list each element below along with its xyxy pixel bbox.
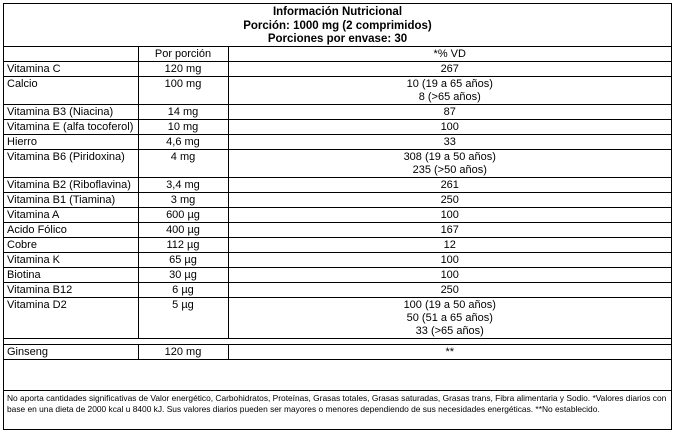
vd-line: 100 — [440, 254, 459, 266]
nutrient-amount: 120 mg — [138, 62, 228, 77]
nutrient-amount: 120 mg — [138, 345, 228, 360]
table-row — [4, 238, 671, 253]
nutrient-vd — [228, 193, 671, 208]
nutrient-vd — [228, 62, 671, 77]
nutrient-amount: 30 µg — [138, 268, 228, 283]
nutrient-amount: 400 µg — [138, 223, 228, 238]
vd-line: 100 — [440, 121, 459, 133]
table-row — [4, 135, 671, 150]
nutrition-facts-panel — [3, 3, 672, 430]
table-row — [4, 253, 671, 268]
table-row — [4, 178, 671, 193]
nutrient-vd — [228, 298, 671, 339]
nutrient-vd — [228, 150, 671, 178]
table-row — [4, 77, 671, 105]
nutrient-amount: 5 µg — [138, 298, 228, 339]
nutrient-table-body — [4, 47, 671, 360]
table-row-extra — [4, 345, 671, 360]
vd-line: 33 — [443, 136, 456, 148]
nutrient-name: Hierro — [4, 135, 138, 150]
nutrient-amount: 3 mg — [138, 193, 228, 208]
nutrient-name: Vitamina E (alfa tocoferol) — [4, 120, 138, 135]
nutrient-name: Vitamina B12 — [4, 283, 138, 298]
vd-line: 235 (>50 años) — [412, 164, 487, 176]
nutrient-amount: 4,6 mg — [138, 135, 228, 150]
vd-line: 167 — [440, 224, 459, 236]
nutrient-name: Cobre — [4, 238, 138, 253]
vd-line: 87 — [443, 106, 456, 118]
header-nutrient-cell — [4, 47, 138, 62]
nutrient-vd — [228, 77, 671, 105]
servings-per-container: Porciones por envase: 30 — [267, 33, 408, 45]
vd-line: 250 — [440, 194, 459, 206]
vd-line: 267 — [440, 63, 459, 75]
table-row — [4, 120, 671, 135]
vd-line: 308 (19 a 50 años) — [403, 151, 496, 163]
vd-line: 261 — [440, 179, 459, 191]
table-row — [4, 105, 671, 120]
nutrient-name: Vitamina K — [4, 253, 138, 268]
nutrient-amount: 4 mg — [138, 150, 228, 178]
table-row — [4, 62, 671, 77]
table-header-row — [4, 47, 671, 62]
nutrient-vd — [228, 178, 671, 193]
nutrient-amount: 14 mg — [138, 105, 228, 120]
nutrient-vd — [228, 120, 671, 135]
header-vd: *% VD — [228, 47, 671, 62]
table-row — [4, 298, 671, 339]
nutrient-amount: 65 µg — [138, 253, 228, 268]
nutrient-name: Vitamina C — [4, 62, 138, 77]
nutrient-vd — [228, 208, 671, 223]
table-row — [4, 268, 671, 283]
table-row — [4, 150, 671, 178]
vd-line: 10 (19 a 65 años) — [406, 78, 493, 90]
footnote: No aporta cantidades significativas de Valor energético, Carbohidratos, Proteínas, Grasas totales, Grasas saturadas, Grasas trans, Fibra alimentaria y Sodio. *Valores diarios con base en una dieta de 2000 kcal u 8400 kJ. Sus valores diarios pueden ser mayores o menores dependiendo de sus necesidades energéticas. **No establecido. — [4, 390, 671, 429]
nutrient-amount: 3,4 mg — [138, 178, 228, 193]
header-per-serving: Por porción — [138, 47, 228, 62]
nutrient-vd — [228, 268, 671, 283]
nutrient-amount: 6 µg — [138, 283, 228, 298]
table-row — [4, 283, 671, 298]
nutrient-vd: ** — [228, 345, 671, 360]
nutrient-name: Biotina — [4, 268, 138, 283]
table-row — [4, 223, 671, 238]
nutrient-name: Vitamina B2 (Riboflavina) — [4, 178, 138, 193]
nutrient-vd — [228, 105, 671, 120]
nutrient-vd — [228, 253, 671, 268]
nutrient-vd — [228, 223, 671, 238]
nutrition-header — [4, 4, 671, 47]
vd-line: 100 — [440, 269, 459, 281]
table-row — [4, 193, 671, 208]
nutrient-name: Acido Fólico — [4, 223, 138, 238]
vd-line: 250 — [440, 284, 459, 296]
nutrient-amount: 600 µg — [138, 208, 228, 223]
vd-line: 100 (19 a 50 años) — [403, 299, 496, 311]
nutrient-vd — [228, 283, 671, 298]
nutrient-name: Calcio — [4, 77, 138, 105]
panel-title: Información Nutricional — [272, 6, 403, 18]
nutrient-vd — [228, 135, 671, 150]
nutrient-name: Vitamina D2 — [4, 298, 138, 339]
vd-line: 8 (>65 años) — [418, 91, 481, 103]
nutrient-name: Vitamina A — [4, 208, 138, 223]
nutrient-amount: 100 mg — [138, 77, 228, 105]
nutrient-vd — [228, 238, 671, 253]
nutrient-amount: 112 µg — [138, 238, 228, 253]
vd-line: 50 (51 a 65 años) — [406, 312, 493, 324]
vd-line: 12 — [443, 239, 456, 251]
table-row — [4, 208, 671, 223]
nutrient-name: Ginseng — [4, 345, 138, 360]
nutrient-name: Vitamina B1 (Tiamina) — [4, 193, 138, 208]
vd-line: 33 (>65 años) — [415, 325, 484, 337]
nutrient-name: Vitamina B6 (Piridoxina) — [4, 150, 138, 178]
nutrient-amount: 10 mg — [138, 120, 228, 135]
vd-line: 100 — [440, 209, 459, 221]
nutrient-table — [4, 47, 671, 360]
serving-size: Porción: 1000 mg (2 comprimidos) — [243, 19, 432, 32]
nutrient-name: Vitamina B3 (Niacina) — [4, 105, 138, 120]
